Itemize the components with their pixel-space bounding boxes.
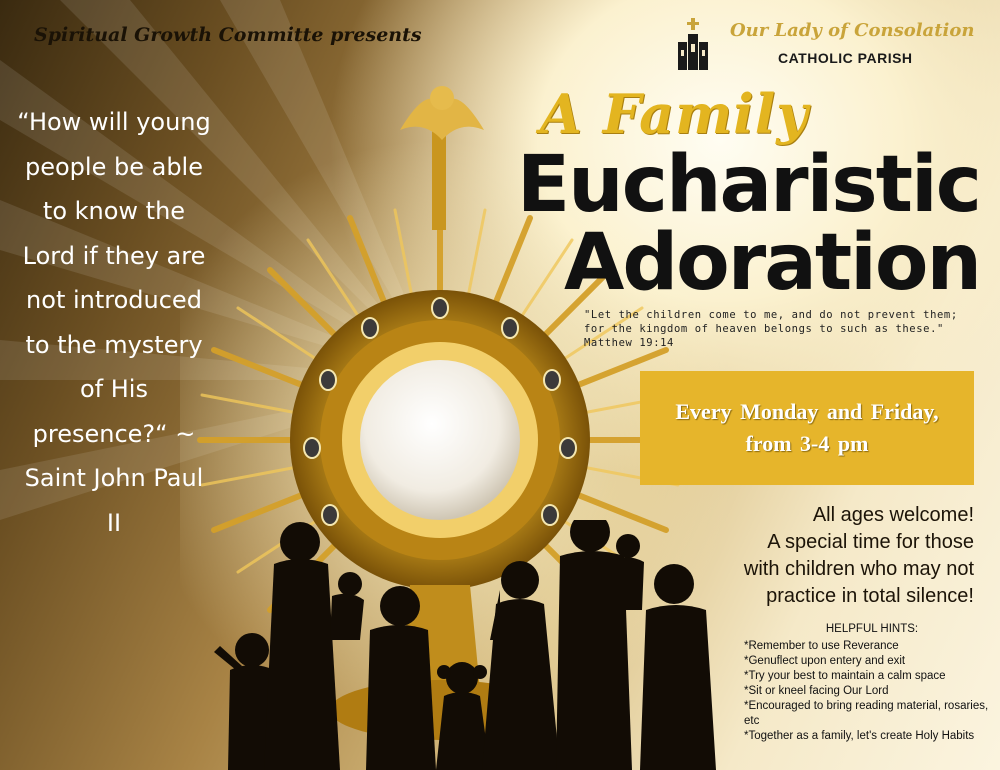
schedule-text: Every Monday and Friday, from 3-4 pm bbox=[675, 399, 939, 456]
helpful-hints bbox=[744, 622, 990, 744]
hint-item: *Encouraged to bring reading material, rosaries, etc bbox=[744, 700, 989, 727]
hints-title: HELPFUL HINTS: bbox=[825, 623, 919, 635]
hint-item: *Sit or kneel facing Our Lord bbox=[744, 685, 889, 697]
hints-list bbox=[744, 639, 990, 744]
title-a-family: A Family bbox=[540, 82, 809, 146]
church-icon bbox=[676, 18, 710, 70]
title-eucharistic: Eucharistic bbox=[516, 140, 980, 230]
title-adoration: Adoration bbox=[563, 218, 980, 308]
schedule-box bbox=[640, 371, 974, 485]
parish-subtitle: CATHOLIC PARISH bbox=[778, 50, 913, 66]
hint-item: *Genuflect upon entery and exit bbox=[744, 655, 906, 667]
pope-quote: “How will young people be able to know the Lord if they are not introduced to the mystery of His presence?“ ~ Saint John Paul II bbox=[17, 108, 211, 537]
hint-item: *Together as a family, let's create Holy Habits bbox=[744, 730, 975, 742]
presenter-line: Spiritual Growth Committe presents bbox=[34, 24, 422, 46]
parish-name: Our Lady of Consolation bbox=[730, 20, 975, 41]
scripture-verse: "Let the children come to me, and do not prevent them; for the kingdom of heaven belongs to such as these." Matthew 19:14 bbox=[584, 309, 958, 349]
hint-item: *Try your best to maintain a calm space bbox=[744, 670, 946, 682]
hint-item: *Remember to use Reverance bbox=[744, 640, 899, 652]
parish-logo bbox=[676, 14, 976, 74]
welcome-text: All ages welcome! A special time for those with children who may not practice in total silence! bbox=[743, 504, 974, 607]
